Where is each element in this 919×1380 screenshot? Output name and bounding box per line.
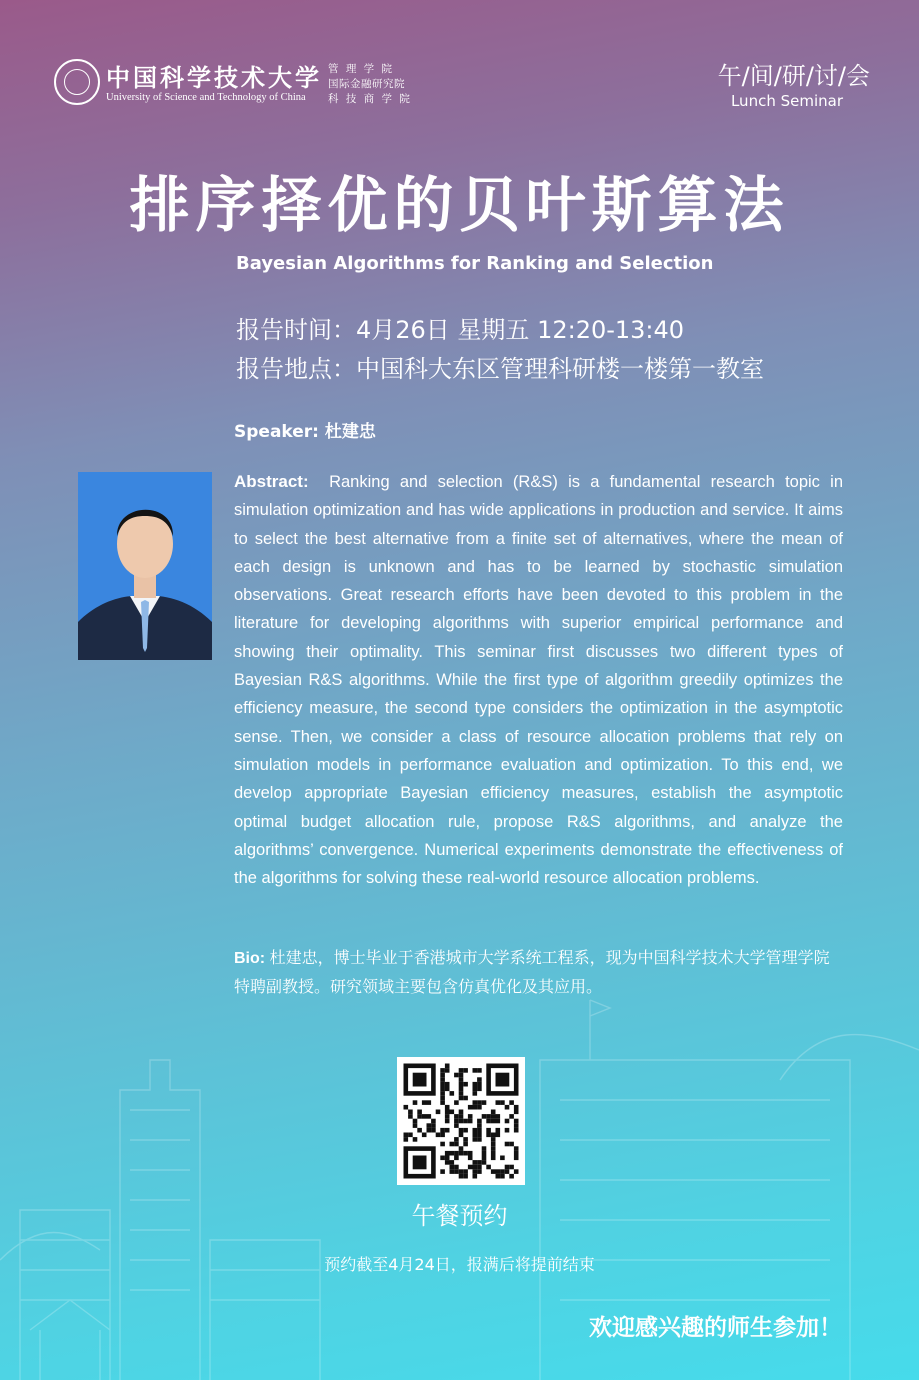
- abstract-label: Abstract:: [234, 472, 309, 491]
- university-emblem-icon: [54, 59, 100, 105]
- university-name-en: University of Science and Technology of China: [106, 92, 306, 103]
- abstract-text: Ranking and selection (R&S) is a fundamental research topic in simulation optimization and has wide applications in production and service. It aims to select the best alternative from a finite set of alternatives, where the mean of each design is unknown and has to be learned by stochastic simulation observations. Great research efforts have been devoted to this problem in the literature for developing algorithms with superior empirical performance and showing their optimality. This seminar first discusses two different types of Bayesian R&S algorithms. While the first type of algorithm greedily optimizes the efficiency measure, the second type considers the optimization in the asymptotic sense. Then, we consider a class of resource allocation problems that rely on simulation models in performance evaluation and optimization. To this end, we develop appropriate Bayesian efficiency measures, establish the asymptotic optimal budget allocation rule, propose R&S algorithms, and analyze the algorithms’ convergence. Numerical experiments demonstrate the effectiveness of the algorithms for solving these real-world resource allocation problems.: [234, 473, 843, 888]
- series-title-cn: 午/间/研/讨/会: [717, 62, 870, 90]
- university-name-cn: 中国科学技术大学: [106, 63, 322, 92]
- bio-paragraph: [234, 944, 843, 1002]
- school-name: 国际金融研究院: [328, 78, 405, 90]
- speaker-photo: [78, 472, 212, 660]
- speaker-name: 杜建忠: [324, 422, 376, 442]
- talk-location: 报告地点：中国科大东区管理科研楼一楼第一教室: [236, 355, 764, 383]
- talk-time: 报告时间：4月26日 星期五 12:20-13:40: [236, 316, 685, 344]
- talk-title-cn: 排序择优的贝叶斯算法: [129, 171, 790, 241]
- series-title-en: Lunch Seminar: [730, 92, 843, 110]
- bio-text: 杜建忠，博士毕业于香港城市大学系统工程系，现为中国科学技术大学管理学院特聘副教授。研究领域主要包含仿真优化及其应用。: [234, 950, 830, 996]
- welcome-message: 欢迎感兴趣的师生参加！: [589, 1315, 842, 1341]
- speaker-line: [234, 417, 376, 442]
- school-name: 管 理 学 院: [328, 63, 395, 75]
- speaker-label: Speaker:: [234, 422, 319, 442]
- talk-title-en: Bayesian Algorithms for Ranking and Selection: [236, 253, 714, 274]
- qr-code[interactable]: [397, 1057, 525, 1185]
- bio-label: Bio:: [234, 950, 266, 967]
- abstract-paragraph: [234, 468, 843, 892]
- reservation-deadline-note: 预约截至4月24日，报满后将提前结束: [324, 1255, 595, 1274]
- school-name: 科 技 商 学 院: [328, 93, 412, 105]
- lunch-reservation-label: 午餐预约: [411, 1202, 508, 1230]
